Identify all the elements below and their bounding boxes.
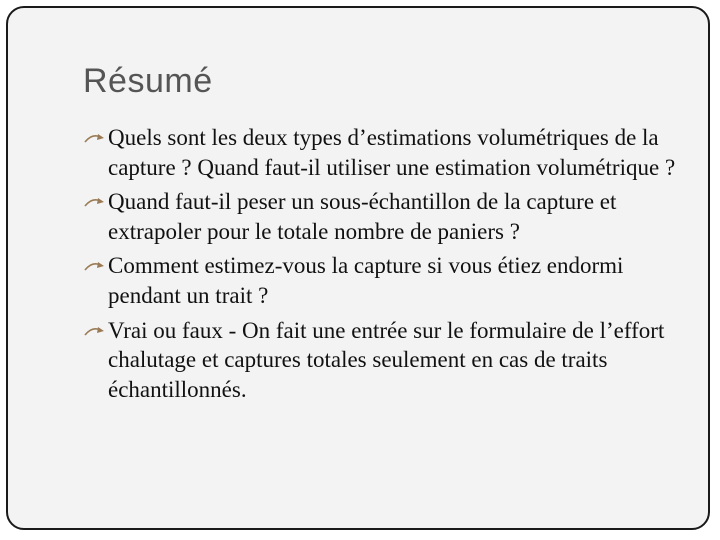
bullet-item xyxy=(84,187,694,246)
bullet-item xyxy=(84,251,694,310)
slide-title: Résumé xyxy=(83,62,213,100)
curved-arrow-bullet-icon xyxy=(84,325,106,337)
curved-arrow-bullet-icon xyxy=(84,196,106,208)
curved-arrow-bullet-icon xyxy=(84,260,106,272)
bullet-item xyxy=(84,123,694,182)
bullet-text: Quand faut-il peser un sous-échantillon de la capture et extrapoler pour le totale nombre de paniers ? xyxy=(108,189,617,244)
slide xyxy=(6,6,710,530)
bullet-item xyxy=(84,316,694,405)
curved-arrow-bullet-icon xyxy=(84,132,106,144)
bullet-list xyxy=(84,123,694,409)
bullet-text: Comment estimez-vous la capture si vous étiez endormi pendant un trait ? xyxy=(108,253,624,308)
bullet-text: Quels sont les deux types d’estimations volumétriques de la capture ? Quand faut-il utiliser une estimation volumétrique ? xyxy=(108,125,676,180)
bullet-text: Vrai ou faux - On fait une entrée sur le formulaire de l’effort chalutage et captures totales seulement en cas de traits échantillonnés. xyxy=(108,317,665,402)
